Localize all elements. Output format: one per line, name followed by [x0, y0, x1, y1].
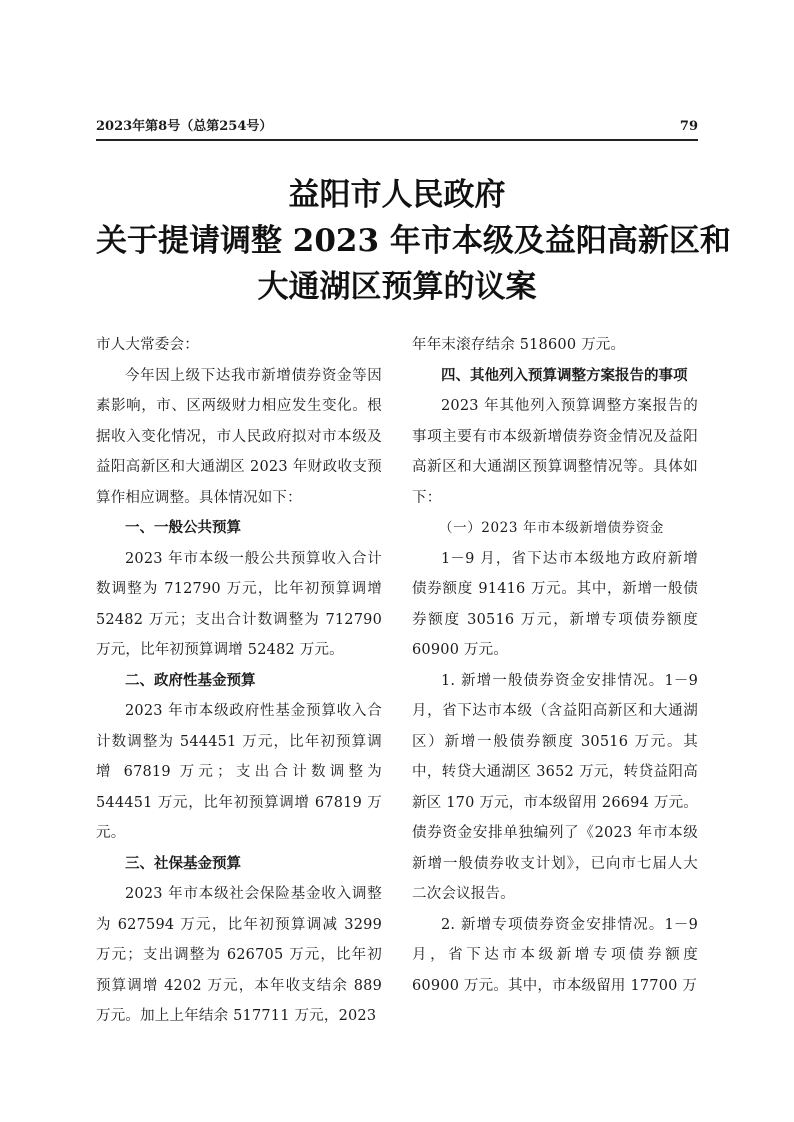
issue-number: 2023年第8号（总第254号） — [96, 119, 273, 134]
section-1-paragraph: 2023 年市本级一般公共预算收入合计数调整为 712790 万元，比年初预算调增 52482 万元；支出合计数调整为 712790 万元，比年初预算调增 52482 万元。 — [96, 550, 382, 658]
subsection-1-heading: （一）2023 年市本级新增债券资金 — [439, 520, 664, 536]
right-column — [412, 330, 698, 1001]
section-2-paragraph: 2023 年市本级政府性基金预算收入合计数调整为 544451 万元，比年初预算调增 67819 万元；支出合计数调整为 544451 万元，比年初预算调增 67819 万元。 — [96, 703, 382, 841]
section-3-paragraph: 2023 年市本级社会保险基金收入调整为 627594 万元，比年初预算调减 3299 万元；支出调整为 626705 万元，比年初预算调增 4202 万元，本年收支结余 889 万元。加上上年结余 517711 万元，2023 — [96, 886, 382, 1024]
intro-paragraph: 今年因上级下达我市新增债券资金等因素影响，市、区两级财力相应发生变化。根据收入变化情况，市人民政府拟对市本级及益阳高新区和大通湖区 2023 年财政收支预算作相应调整。具体情况如下： — [96, 367, 382, 506]
section-2-heading: 二、政府性基金预算 — [125, 671, 256, 689]
header-rule — [96, 139, 698, 141]
item-2-paragraph: 2. 新增专项债券资金安排情况。1－9 月，省下达市本级新增专项债券额度 60900 万元。其中，市本级留用 17700 万 — [412, 916, 698, 994]
salutation: 市人大常委会： — [96, 337, 199, 353]
left-column — [96, 330, 382, 1032]
page-number: 79 — [679, 119, 698, 134]
section-1-heading: 一、一般公共预算 — [125, 519, 241, 536]
item-1-paragraph: 1. 新增一般债券资金安排情况。1－9 月，省下达市本级（含益阳高新区和大通湖区）新增一般债券额度 30516 万元。其中，转贷大通湖区 3652 万元，转贷益阳高新区 170 万元，市本级留用 26694 万元。债券资金安排单独编列了《2023 年市本级新增一般债券收支计划》，已向市七届人大二次会议报告。 — [412, 672, 698, 902]
subsection-1-paragraph: 1－9 月，省下达市本级地方政府新增债券额度 91416 万元。其中，新增一般债券额度 30516 万元，新增专项债券额度 60900 万元。 — [412, 550, 698, 658]
title-line-1: 益阳市人民政府 — [288, 177, 506, 213]
section-3-heading: 三、社保基金预算 — [125, 854, 241, 872]
section-3-paragraph-continued: 年年末滚存结余 518600 万元。 — [412, 337, 626, 353]
page-header — [96, 116, 698, 138]
title-line-3: 大通湖区预算的议案 — [257, 269, 537, 305]
document-title — [96, 172, 731, 310]
section-4-heading: 四、其他列入预算调整方案报告的事项 — [441, 366, 688, 384]
title-line-2: 关于提请调整 2023 年市本级及益阳高新区和 — [96, 223, 731, 259]
section-4-paragraph: 2023 年其他列入预算调整方案报告的事项主要有市本级新增债券资金情况及益阳高新区和大通湖区预算调整情况等。具体如下： — [412, 398, 698, 506]
